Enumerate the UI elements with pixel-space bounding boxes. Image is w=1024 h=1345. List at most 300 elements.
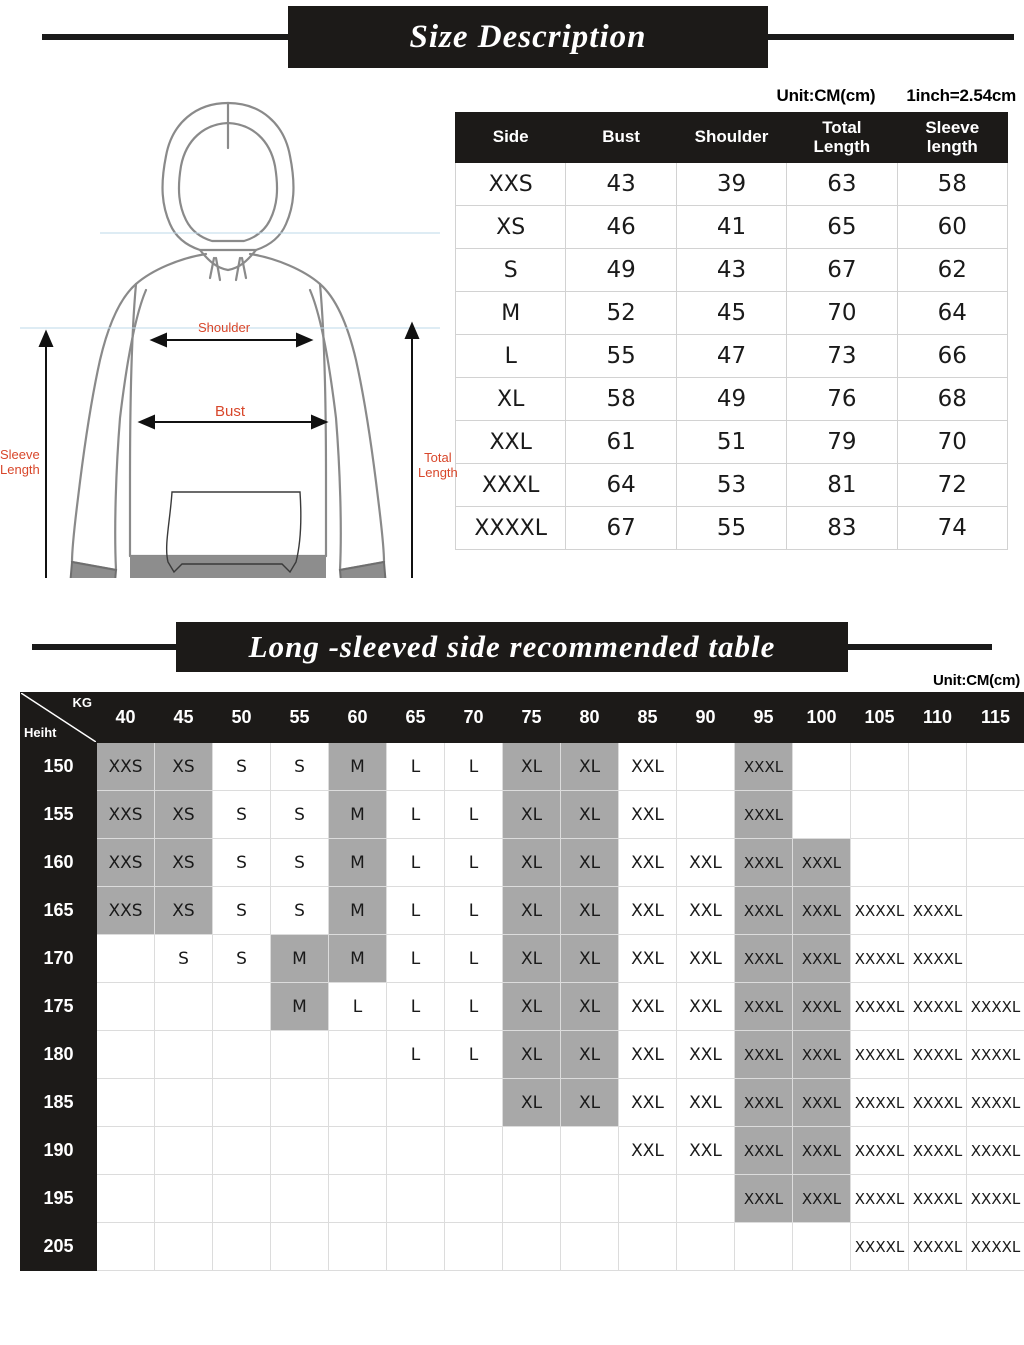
rec-table-unit-label: Unit:CM(cm) (933, 672, 1020, 689)
size-table-header-row (456, 113, 1008, 163)
rec-weight-header: 50 (213, 693, 271, 743)
hoodie-diagram (0, 78, 458, 578)
size-measure-cell: 83 (787, 507, 897, 550)
rec-size-cell (387, 1223, 445, 1271)
rec-size-cell: XXXXL (909, 1031, 967, 1079)
rec-size-cell: XXL (619, 1079, 677, 1127)
total-length-label-line2: Length (418, 464, 458, 480)
rec-weight-header: 65 (387, 693, 445, 743)
rec-size-cell: XXS (97, 839, 155, 887)
rec-table-row (21, 1223, 1024, 1271)
size-table-row (456, 335, 1008, 378)
size-table-row (456, 421, 1008, 464)
rec-size-cell (271, 1031, 329, 1079)
rec-size-cell: XXXL (793, 1175, 851, 1223)
rec-height-header: 170 (21, 935, 97, 983)
rec-size-cell: XXL (677, 839, 735, 887)
rec-size-cell: XL (561, 839, 619, 887)
size-table-row (456, 249, 1008, 292)
size-measure-cell: 64 (897, 292, 1007, 335)
rec-table-header-row (21, 693, 1024, 743)
size-description-title: Size Description (288, 6, 768, 68)
rec-weight-header: 55 (271, 693, 329, 743)
rec-size-cell: XXL (619, 935, 677, 983)
rec-size-cell: XXXXL (909, 1127, 967, 1175)
size-measure-cell: 62 (897, 249, 1007, 292)
rec-size-cell (851, 791, 909, 839)
rec-size-cell (909, 791, 967, 839)
rec-height-header: 165 (21, 887, 97, 935)
rec-size-cell: XXXL (793, 1079, 851, 1127)
header-sleeve-line2: length (926, 136, 978, 156)
rec-size-cell (967, 887, 1024, 935)
rec-size-cell: XXL (619, 983, 677, 1031)
rec-weight-header: 90 (677, 693, 735, 743)
size-table-row (456, 378, 1008, 421)
rec-size-cell: M (329, 791, 387, 839)
rec-size-cell (561, 1127, 619, 1175)
size-table-header-side: Side (456, 113, 566, 163)
rec-size-cell (329, 1223, 387, 1271)
rec-size-cell: XXL (619, 887, 677, 935)
rec-weight-header: 70 (445, 693, 503, 743)
rec-size-cell: XXXXL (909, 887, 967, 935)
rec-size-cell (445, 1223, 503, 1271)
rec-size-cell: L (445, 743, 503, 791)
banner-rule-left (42, 34, 288, 40)
size-measure-cell: 53 (676, 464, 786, 507)
rec-size-cell: XS (155, 887, 213, 935)
size-measure-cell: 47 (676, 335, 786, 378)
size-measure-cell: 64 (566, 464, 676, 507)
rec-size-cell (793, 743, 851, 791)
size-measure-cell: 49 (676, 378, 786, 421)
cuff-right (340, 562, 388, 578)
rec-weight-header: 75 (503, 693, 561, 743)
rec-size-cell (677, 1175, 735, 1223)
rec-size-cell (387, 1127, 445, 1175)
size-table-header-total-length (787, 113, 897, 163)
rec-size-cell: S (155, 935, 213, 983)
rec-size-cell: L (445, 791, 503, 839)
shoulder-label: Shoulder (198, 320, 251, 335)
banner2-rule-right (848, 644, 992, 650)
rec-size-cell: XXL (677, 887, 735, 935)
rec-size-cell: XXXXL (909, 935, 967, 983)
rec-height-header: 185 (21, 1079, 97, 1127)
rec-size-cell (97, 1031, 155, 1079)
size-measure-cell: 66 (897, 335, 1007, 378)
rec-size-cell: XL (561, 791, 619, 839)
rec-size-cell: XL (561, 887, 619, 935)
rec-size-cell: XXXL (735, 839, 793, 887)
rec-size-cell: XL (503, 983, 561, 1031)
size-table-body (456, 163, 1008, 550)
rec-size-cell (503, 1223, 561, 1271)
size-name-cell: XXXXL (456, 507, 566, 550)
rec-size-cell: L (445, 887, 503, 935)
rec-size-cell: XXXL (735, 743, 793, 791)
rec-size-cell: M (329, 887, 387, 935)
rec-weight-header: 110 (909, 693, 967, 743)
header-total-line2: Length (813, 136, 871, 156)
rec-size-cell: S (213, 743, 271, 791)
rec-size-cell (329, 1031, 387, 1079)
rec-size-cell: XL (561, 1079, 619, 1127)
rec-size-cell: M (329, 935, 387, 983)
rec-size-cell (271, 1175, 329, 1223)
rec-size-cell: XXXXL (851, 1175, 909, 1223)
rec-size-cell (851, 743, 909, 791)
rec-size-cell (619, 1223, 677, 1271)
rec-size-cell (909, 839, 967, 887)
rec-size-cell (97, 1127, 155, 1175)
rec-size-cell (851, 839, 909, 887)
rec-table-row (21, 1175, 1024, 1223)
rec-size-cell (329, 1079, 387, 1127)
rec-height-header: 175 (21, 983, 97, 1031)
rec-table-row (21, 887, 1024, 935)
rec-height-header: 180 (21, 1031, 97, 1079)
header-total-line1: Total (822, 118, 862, 138)
rec-size-cell: S (213, 791, 271, 839)
rec-size-cell (909, 743, 967, 791)
size-measure-cell: 52 (566, 292, 676, 335)
header-sleeve-line1: Sleeve (925, 118, 980, 138)
rec-size-cell: XXXL (735, 887, 793, 935)
rec-size-cell: XXL (619, 791, 677, 839)
rec-height-header: 160 (21, 839, 97, 887)
rec-size-cell: L (445, 983, 503, 1031)
rec-size-cell: XL (503, 1079, 561, 1127)
rec-table-row (21, 839, 1024, 887)
size-measure-cell: 67 (787, 249, 897, 292)
sleeve-length-label-line2: Length (0, 461, 40, 477)
size-measure-cell: 41 (676, 206, 786, 249)
rec-size-cell (561, 1175, 619, 1223)
rec-size-cell: XXXXL (851, 1079, 909, 1127)
size-measure-cell: 63 (787, 163, 897, 206)
rec-height-header: 190 (21, 1127, 97, 1175)
rec-size-cell: XL (503, 1031, 561, 1079)
rec-size-cell (619, 1175, 677, 1223)
rec-size-cell: S (271, 743, 329, 791)
rec-weight-header: 95 (735, 693, 793, 743)
total-length-measure-arrow (406, 324, 418, 578)
size-name-cell: S (456, 249, 566, 292)
rec-size-cell (213, 983, 271, 1031)
size-measure-cell: 58 (897, 163, 1007, 206)
rec-size-cell: XXXL (735, 935, 793, 983)
size-table-unit-line (455, 86, 1024, 106)
rec-size-cell: XXXXL (851, 935, 909, 983)
rec-size-cell: XXXL (735, 1079, 793, 1127)
rec-size-cell: XXXL (735, 1175, 793, 1223)
rec-size-cell (213, 1079, 271, 1127)
rec-size-cell: XXXXL (851, 1223, 909, 1271)
size-name-cell: L (456, 335, 566, 378)
rec-size-cell: L (445, 839, 503, 887)
rec-size-cell: XL (561, 935, 619, 983)
rec-size-cell: XXXXL (851, 887, 909, 935)
size-table-row (456, 206, 1008, 249)
unit-inch-label: 1inch=2.54cm (906, 86, 1016, 105)
rec-size-cell: XXS (97, 743, 155, 791)
rec-size-cell: XXXL (793, 887, 851, 935)
rec-size-cell: XXXXL (909, 1223, 967, 1271)
rec-size-cell: XL (503, 743, 561, 791)
size-measure-cell: 70 (897, 421, 1007, 464)
banner-rule-right (768, 34, 1014, 40)
size-measure-cell: 49 (566, 249, 676, 292)
rec-weight-header: 115 (967, 693, 1024, 743)
rec-size-cell: XXXL (735, 983, 793, 1031)
rec-weight-header: 100 (793, 693, 851, 743)
rec-size-cell: XXXL (793, 935, 851, 983)
rec-size-cell: XXXXL (909, 1079, 967, 1127)
rec-size-cell (677, 1223, 735, 1271)
rec-size-cell: XXXXL (909, 983, 967, 1031)
rec-size-cell: XS (155, 743, 213, 791)
rec-size-cell: XXXXL (967, 1127, 1024, 1175)
rec-size-cell: L (387, 935, 445, 983)
rec-table-row (21, 1127, 1024, 1175)
rec-size-cell (213, 1175, 271, 1223)
rec-size-cell: XL (503, 935, 561, 983)
rec-size-cell: XXXXL (909, 1175, 967, 1223)
rec-size-cell (97, 1079, 155, 1127)
size-table-header-sleeve-length (897, 113, 1007, 163)
rec-size-cell: XXXL (735, 791, 793, 839)
size-measure-cell: 51 (676, 421, 786, 464)
rec-size-cell (155, 1127, 213, 1175)
rec-size-cell (155, 1175, 213, 1223)
rec-size-cell (677, 743, 735, 791)
rec-size-cell (677, 791, 735, 839)
size-table-header-shoulder: Shoulder (676, 113, 786, 163)
rec-size-cell (97, 1223, 155, 1271)
rec-size-cell (213, 1223, 271, 1271)
size-description-banner (0, 6, 1024, 68)
rec-size-cell: XXXXL (851, 1127, 909, 1175)
rec-size-cell: S (213, 839, 271, 887)
size-measure-cell: 55 (566, 335, 676, 378)
rec-size-cell (271, 1223, 329, 1271)
rec-size-cell: L (387, 983, 445, 1031)
unit-cm-label: Unit:CM(cm) (776, 86, 876, 105)
rec-size-cell: M (329, 839, 387, 887)
size-table-header-bust: Bust (566, 113, 676, 163)
rec-size-cell: XL (561, 743, 619, 791)
rec-size-cell (445, 1127, 503, 1175)
rec-size-cell: XXL (619, 1031, 677, 1079)
rec-size-cell: S (271, 791, 329, 839)
rec-size-cell: XXXXL (967, 983, 1024, 1031)
rec-size-cell: XL (561, 983, 619, 1031)
rec-weight-header: 85 (619, 693, 677, 743)
rec-size-cell: XXXL (735, 1127, 793, 1175)
rec-size-cell: XXS (97, 791, 155, 839)
rec-size-cell (967, 743, 1024, 791)
rec-size-cell: XXXL (793, 839, 851, 887)
size-measure-cell: 74 (897, 507, 1007, 550)
rec-height-header: 150 (21, 743, 97, 791)
rec-size-cell (503, 1175, 561, 1223)
recommended-table-banner (0, 622, 1024, 672)
rec-size-cell: XXS (97, 887, 155, 935)
rec-size-cell: XS (155, 839, 213, 887)
rec-size-cell: L (387, 1031, 445, 1079)
rec-size-cell: XXXXL (967, 1175, 1024, 1223)
rec-weight-header: 40 (97, 693, 155, 743)
size-measure-cell: 43 (676, 249, 786, 292)
rec-size-cell: S (213, 935, 271, 983)
sleeve-length-label-line1: Sleeve (0, 447, 40, 462)
rec-size-cell (155, 1031, 213, 1079)
rec-size-cell: XXL (619, 1127, 677, 1175)
rec-size-cell (967, 839, 1024, 887)
corner-kg-label: KG (72, 695, 92, 710)
recommended-table-section (0, 622, 1024, 1271)
rec-size-cell: L (387, 743, 445, 791)
size-measure-cell: 73 (787, 335, 897, 378)
size-name-cell: XXS (456, 163, 566, 206)
rec-table-row (21, 791, 1024, 839)
bust-label: Bust (215, 403, 246, 420)
size-measure-cell: 81 (787, 464, 897, 507)
rec-size-cell (503, 1127, 561, 1175)
rec-size-cell (97, 935, 155, 983)
rec-size-cell: XS (155, 791, 213, 839)
rec-size-cell: XXL (677, 983, 735, 1031)
size-measure-cell: 46 (566, 206, 676, 249)
rec-size-cell: S (213, 887, 271, 935)
rec-size-cell: XXL (619, 743, 677, 791)
rec-size-cell (329, 1127, 387, 1175)
sleeve-length-label (0, 448, 40, 478)
rec-size-cell (97, 1175, 155, 1223)
sleeve-length-measure-arrow (40, 332, 52, 578)
size-measure-cell: 67 (566, 507, 676, 550)
rec-size-cell (387, 1079, 445, 1127)
size-measure-cell: 45 (676, 292, 786, 335)
rec-size-cell: XXXXL (967, 1031, 1024, 1079)
rec-size-cell: XL (503, 887, 561, 935)
rec-size-cell: XXXXL (967, 1223, 1024, 1271)
recommended-table-title: Long -sleeved side recommended table (176, 622, 848, 672)
rec-size-cell (213, 1031, 271, 1079)
banner2-rule-left (32, 644, 176, 650)
size-table-row (456, 292, 1008, 335)
rec-size-cell (967, 791, 1024, 839)
size-measure-cell: 58 (566, 378, 676, 421)
rec-size-cell: XXXL (793, 1031, 851, 1079)
rec-height-header: 155 (21, 791, 97, 839)
rec-size-cell: L (387, 839, 445, 887)
rec-weight-header: 45 (155, 693, 213, 743)
rec-table-row (21, 1031, 1024, 1079)
rec-size-cell: S (271, 887, 329, 935)
rec-size-cell: XXL (677, 1031, 735, 1079)
rec-size-cell: M (271, 983, 329, 1031)
rec-table-corner-cell (21, 693, 97, 743)
size-description-section (0, 78, 1024, 578)
size-measure-cell: 68 (897, 378, 1007, 421)
rec-size-cell: XL (503, 791, 561, 839)
rec-table-row (21, 1079, 1024, 1127)
recommended-size-table (20, 692, 1024, 1271)
rec-size-cell (155, 1079, 213, 1127)
size-measure-cell: 43 (566, 163, 676, 206)
rec-size-cell: M (271, 935, 329, 983)
rec-size-cell: XL (503, 839, 561, 887)
rec-size-cell: XL (561, 1031, 619, 1079)
rec-size-cell: S (271, 839, 329, 887)
rec-size-cell (213, 1127, 271, 1175)
rec-table-row (21, 983, 1024, 1031)
rec-size-cell (445, 1079, 503, 1127)
rec-size-cell (793, 791, 851, 839)
rec-weight-header: 80 (561, 693, 619, 743)
rec-size-cell: XXXXL (851, 983, 909, 1031)
size-measure-cell: 79 (787, 421, 897, 464)
rec-size-cell: XXXXL (967, 1079, 1024, 1127)
rec-size-cell (561, 1223, 619, 1271)
rec-size-cell (967, 935, 1024, 983)
rec-size-cell (387, 1175, 445, 1223)
rec-size-cell: L (445, 935, 503, 983)
rec-size-cell: XXL (677, 935, 735, 983)
rec-size-cell: XXXL (735, 1031, 793, 1079)
rec-table-row (21, 743, 1024, 791)
rec-size-cell: XXXXL (851, 1031, 909, 1079)
rec-size-cell: XXL (619, 839, 677, 887)
size-name-cell: XS (456, 206, 566, 249)
size-table (455, 112, 1008, 550)
rec-weight-header: 105 (851, 693, 909, 743)
rec-size-cell (155, 983, 213, 1031)
size-measure-cell: 60 (897, 206, 1007, 249)
rec-height-header: 205 (21, 1223, 97, 1271)
rec-size-cell (155, 1223, 213, 1271)
size-table-row (456, 464, 1008, 507)
rec-size-cell: XXL (677, 1127, 735, 1175)
rec-table-body (21, 743, 1024, 1271)
rec-size-cell (271, 1079, 329, 1127)
rec-size-cell: L (445, 1031, 503, 1079)
rec-size-cell: L (387, 791, 445, 839)
rec-size-cell: XXXL (793, 983, 851, 1031)
size-measure-cell: 65 (787, 206, 897, 249)
size-table-area (455, 78, 1024, 550)
rec-weight-header: 60 (329, 693, 387, 743)
size-name-cell: XXXL (456, 464, 566, 507)
size-measure-cell: 61 (566, 421, 676, 464)
size-table-row (456, 163, 1008, 206)
cuff-left (68, 562, 116, 578)
rec-size-cell (793, 1223, 851, 1271)
size-table-row (456, 507, 1008, 550)
size-measure-cell: 39 (676, 163, 786, 206)
size-measure-cell: 72 (897, 464, 1007, 507)
corner-height-label: Heiht (24, 725, 57, 740)
size-name-cell: XL (456, 378, 566, 421)
rec-size-cell (329, 1175, 387, 1223)
rec-size-cell (445, 1175, 503, 1223)
rec-size-cell: M (329, 743, 387, 791)
size-measure-cell: 55 (676, 507, 786, 550)
size-measure-cell: 76 (787, 378, 897, 421)
